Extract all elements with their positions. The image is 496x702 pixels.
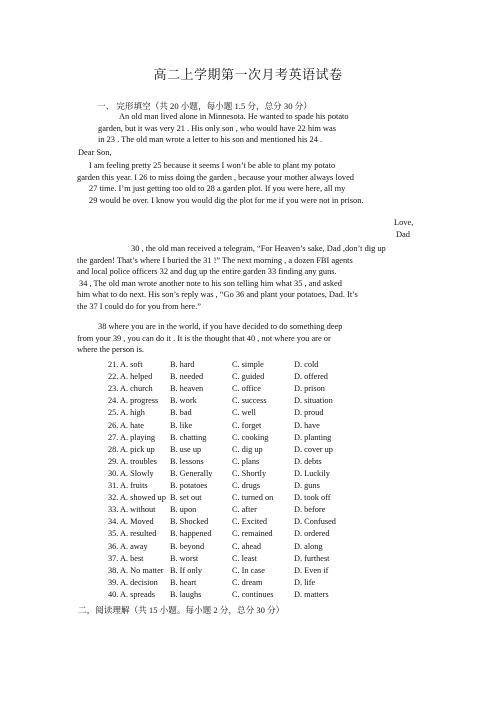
option-a: 33. A. without [108,505,156,515]
option-b: B. heaven [170,384,204,394]
final-line: where the person is. [77,345,144,355]
option-a: 31. A. fruits [108,481,148,490]
letter-line: 29 would be over. I know you would dig the plot for me if you were not in prison. [89,195,364,205]
story-line: the garden! That’s where I buried the 31 !” The next morning , a dozen FBI agents [77,255,353,265]
option-b: B. laughs [170,589,202,599]
option-c: C. turned on [232,493,274,503]
intro-paragraph [98,111,412,146]
section-1-heading: 一、 完形填空（共 20 小题，每小题 1.5 分，总分 30 分） [97,101,312,111]
option-c: C. In case [232,565,265,575]
story-line: 30 , the old man received a telegram, “For Heaven’s sake, Dad ,don’t dig up [131,244,386,253]
story-line: the 37 I could do for you from here.” [77,301,201,311]
option-c: C. success [232,396,267,406]
option-c: C. dig up [232,444,263,454]
option-a: 29. A. troubles [108,456,157,466]
option-a: 30. A. Slowly [108,468,154,478]
letter-salutation: Dear Son, [78,148,112,157]
option-d: D. Confused [294,517,336,527]
option-d: D. furthest [294,553,330,563]
option-d: D. have [294,420,320,430]
option-a: 22. A. helped [108,372,153,382]
option-c: C. ahead [232,541,262,551]
option-b: B. worst [170,553,199,563]
option-b: B. heart [170,577,197,587]
option-a: 32. A. showed up [108,493,166,503]
option-d: D. offered [294,372,328,382]
option-a: 37. A. best [108,553,144,563]
option-b: B. bad [170,408,192,418]
option-d: D. life [294,577,316,587]
letter-body [77,160,415,206]
option-b: B. happened [170,529,212,539]
option-b: B. set out [170,493,202,503]
option-a: 23. A. church [108,384,153,394]
option-d: D. before [294,505,326,515]
final-line: 38 where you are in the world, if you have decided to do something deep [98,322,343,331]
option-a: 28. A. pick up [108,444,155,454]
option-a: 40. A. spreads [108,589,156,599]
option-b: B. lessons [170,456,204,466]
option-a: 34. A. Moved [108,517,154,527]
option-c: C. well [232,408,256,418]
option-d: D. took off [294,493,331,503]
option-b: B. work [170,396,197,406]
letter-line: garden this year. I 26 to miss doing the garden , because your mother always loved [77,172,354,182]
option-b: B. needed [170,372,204,382]
option-d: D. cold [294,360,319,369]
option-c: C. Excited [232,517,268,527]
story-paragraph [77,243,415,313]
option-b: B. potatoes [170,481,208,490]
intro-line: An old man lived alone in Minnesota. He wanted to spade his potato [119,112,349,121]
option-d: D. planting [294,432,332,442]
final-line: from your 39 , you can do it . It is the thought that 40 , not where you are or [77,333,331,343]
option-a: 35. A. resulted [108,529,157,539]
intro-line: in 23 . The old man wrote a letter to his son and mentioned his 24 . [98,135,323,145]
option-d: D. ordered [294,529,330,539]
option-a: 21. A. soft [108,360,143,369]
option-a: 25. A. high [108,408,145,418]
option-a: 38. A. No matter [108,565,164,575]
option-c: C. cooking [232,432,269,442]
option-c: C. Shortly [232,468,267,478]
option-d: D. Even if [294,565,329,575]
option-a: 26. A. hate [108,420,144,430]
option-c: C. office [232,384,261,394]
option-c: C. continues [232,589,274,599]
letter-closing-love: Love, [394,218,414,227]
option-b: B. like [170,420,193,430]
option-d: D. situation [294,396,333,406]
option-d: D. guns [294,481,320,490]
option-c: C. plans [232,456,260,466]
option-a: 39. A. decision [108,577,158,587]
option-c: C. drugs [232,481,261,490]
option-c: C. guided [232,372,265,382]
option-d: D. Luckily [294,468,330,478]
option-b: B. beyond [170,541,205,551]
option-b: B. chatting [170,432,207,442]
option-c: C. dream [232,577,263,587]
option-a: 36. A. away [108,541,148,551]
story-line: him what to do next. His son’s reply was , “Go 36 and plant your potatoes, Dad. It’s [77,290,358,300]
option-c: C. least [232,553,257,563]
option-c: C. forget [232,420,262,430]
story-line: 34 , The old man wrote another note to his son telling him what 35 , and asked [79,278,342,288]
section-2-heading: 二，阅读理解（共 15 小题。每小题 2 分，总分 30 分） [78,605,285,615]
option-d: D. along [294,541,323,551]
option-d: D. debts [294,456,322,466]
option-a: 27. A. playing [108,432,156,442]
letter-closing-dad: Dad [396,230,410,239]
option-b: B. Shocked [170,517,209,527]
intro-line: garden, but it was very 21 . His only son , who would have 22 him was [98,123,336,133]
letter-line: 27 time. I’m just getting too old to 28 a garden plot. If you were here, all my [89,184,346,194]
option-b: B. If only [170,565,203,575]
option-b: B. use up [170,444,202,454]
option-c: C. after [232,505,257,515]
story-line: and local police officers 32 and dug up the entire garden 33 finding any guns. [77,267,337,277]
exam-title: 高二上学期第一次月考英语试卷 [153,67,343,82]
option-c: C. remained [232,529,273,539]
option-d: D. proud [294,408,324,418]
option-b: B. upon [170,505,197,515]
final-paragraph [77,321,415,356]
option-d: D. cover up [294,444,333,454]
option-d: D. prison [294,384,325,394]
option-c: C. simple [232,360,264,369]
option-b: B. Generally [170,468,213,478]
option-a: 24. A. progress [108,396,159,406]
option-d: D. matters [294,589,329,599]
letter-line: I am feeling pretty 25 because it seems I won’t be able to plant my potato [89,161,336,170]
option-b: B. hard [170,360,195,369]
